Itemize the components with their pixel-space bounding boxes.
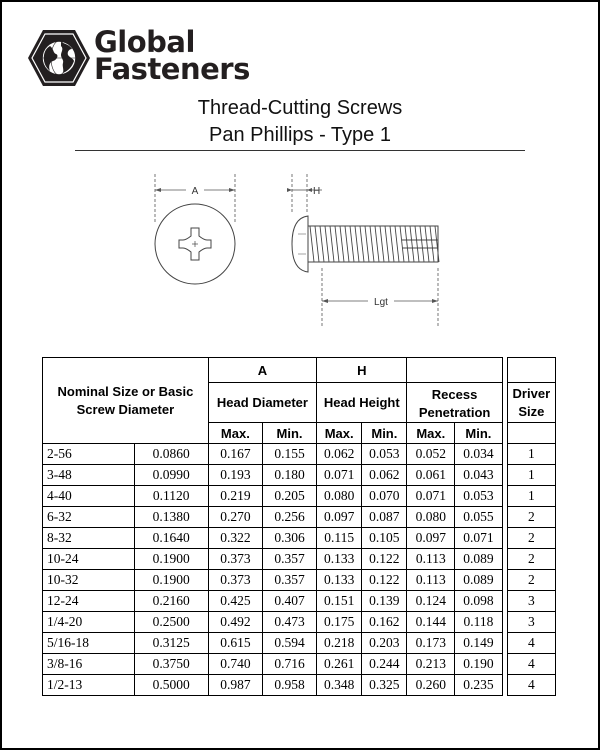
cell-r-min: 0.190 bbox=[455, 654, 503, 675]
table-row bbox=[43, 486, 556, 507]
h-min-header: Min. bbox=[362, 423, 407, 444]
cell-a-min: 0.256 bbox=[262, 507, 316, 528]
group-blank-header bbox=[407, 358, 502, 383]
driver-size-header bbox=[507, 383, 555, 423]
cell-a-max: 0.373 bbox=[208, 570, 262, 591]
cell-dia: 0.3750 bbox=[134, 654, 208, 675]
cell-a-max: 0.373 bbox=[208, 549, 262, 570]
cell-a-min: 0.473 bbox=[262, 612, 316, 633]
cell-h-max: 0.348 bbox=[317, 675, 362, 696]
cell-a-min: 0.155 bbox=[262, 444, 316, 465]
cell-size: 1/4-20 bbox=[43, 612, 135, 633]
company-logo bbox=[26, 27, 256, 89]
cell-r-max: 0.061 bbox=[407, 465, 455, 486]
cell-dia: 0.3125 bbox=[134, 633, 208, 654]
cell-r-max: 0.113 bbox=[407, 570, 455, 591]
document-title: Thread-Cutting Screws bbox=[197, 97, 403, 119]
cell-r-max: 0.097 bbox=[407, 528, 455, 549]
table-row bbox=[43, 612, 556, 633]
cell-a-max: 0.987 bbox=[208, 675, 262, 696]
cell-h-min: 0.122 bbox=[362, 549, 407, 570]
cell-r-max: 0.144 bbox=[407, 612, 455, 633]
dimension-lgt-label: Lgt bbox=[374, 297, 388, 308]
head-height-header: Head Height bbox=[317, 383, 407, 423]
cell-dia: 0.1120 bbox=[134, 486, 208, 507]
cell-r-min: 0.149 bbox=[455, 633, 503, 654]
cell-a-min: 0.357 bbox=[262, 570, 316, 591]
cell-dia: 0.1900 bbox=[134, 570, 208, 591]
cell-driver: 4 bbox=[507, 654, 555, 675]
cell-size: 3/8-16 bbox=[43, 654, 135, 675]
cell-h-max: 0.133 bbox=[317, 570, 362, 591]
cell-a-min: 0.306 bbox=[262, 528, 316, 549]
a-max-header: Max. bbox=[208, 423, 262, 444]
cell-size: 5/16-18 bbox=[43, 633, 135, 654]
cell-size: 6-32 bbox=[43, 507, 135, 528]
cell-r-max: 0.213 bbox=[407, 654, 455, 675]
cell-h-min: 0.087 bbox=[362, 507, 407, 528]
cell-h-min: 0.162 bbox=[362, 612, 407, 633]
cell-a-max: 0.740 bbox=[208, 654, 262, 675]
cell-r-min: 0.043 bbox=[455, 465, 503, 486]
head-diameter-header: Head Diameter bbox=[208, 383, 316, 423]
cell-h-max: 0.175 bbox=[317, 612, 362, 633]
cell-h-max: 0.218 bbox=[317, 633, 362, 654]
cell-r-max: 0.124 bbox=[407, 591, 455, 612]
cell-dia: 0.5000 bbox=[134, 675, 208, 696]
cell-h-max: 0.133 bbox=[317, 549, 362, 570]
driver-empty-header bbox=[507, 423, 555, 444]
r-min-header: Min. bbox=[455, 423, 503, 444]
cell-dia: 0.1640 bbox=[134, 528, 208, 549]
cell-r-min: 0.089 bbox=[455, 549, 503, 570]
cell-size: 3-48 bbox=[43, 465, 135, 486]
cell-h-min: 0.122 bbox=[362, 570, 407, 591]
recess-penetration-header bbox=[407, 383, 502, 423]
table-row bbox=[43, 570, 556, 591]
cell-dia: 0.2160 bbox=[134, 591, 208, 612]
cell-r-min: 0.071 bbox=[455, 528, 503, 549]
cell-a-min: 0.716 bbox=[262, 654, 316, 675]
cell-a-min: 0.357 bbox=[262, 549, 316, 570]
logo-line-2: Fasteners bbox=[94, 52, 250, 86]
cell-h-min: 0.070 bbox=[362, 486, 407, 507]
cell-size: 4-40 bbox=[43, 486, 135, 507]
cell-size: 10-32 bbox=[43, 570, 135, 591]
cell-driver: 1 bbox=[507, 465, 555, 486]
a-min-header: Min. bbox=[262, 423, 316, 444]
cell-r-max: 0.173 bbox=[407, 633, 455, 654]
cell-h-max: 0.071 bbox=[317, 465, 362, 486]
table-row bbox=[43, 507, 556, 528]
cell-h-min: 0.105 bbox=[362, 528, 407, 549]
cell-driver: 2 bbox=[507, 507, 555, 528]
cell-r-min: 0.098 bbox=[455, 591, 503, 612]
cell-dia: 0.1900 bbox=[134, 549, 208, 570]
cell-dia: 0.2500 bbox=[134, 612, 208, 633]
table-row bbox=[43, 591, 556, 612]
cell-h-min: 0.203 bbox=[362, 633, 407, 654]
cell-r-max: 0.071 bbox=[407, 486, 455, 507]
cell-r-min: 0.055 bbox=[455, 507, 503, 528]
cell-h-max: 0.097 bbox=[317, 507, 362, 528]
table-row bbox=[43, 675, 556, 696]
cell-r-min: 0.118 bbox=[455, 612, 503, 633]
cell-h-min: 0.325 bbox=[362, 675, 407, 696]
cell-r-min: 0.053 bbox=[455, 486, 503, 507]
cell-size: 1/2-13 bbox=[43, 675, 135, 696]
cell-h-max: 0.151 bbox=[317, 591, 362, 612]
driver-size-text: Driver Size bbox=[512, 385, 551, 419]
cell-a-min: 0.180 bbox=[262, 465, 316, 486]
cell-a-max: 0.270 bbox=[208, 507, 262, 528]
cell-dia: 0.0990 bbox=[134, 465, 208, 486]
cell-a-max: 0.167 bbox=[208, 444, 262, 465]
cell-r-max: 0.260 bbox=[407, 675, 455, 696]
logo-line-1: Global bbox=[94, 25, 195, 59]
cell-driver: 1 bbox=[507, 486, 555, 507]
cell-r-min: 0.235 bbox=[455, 675, 503, 696]
cell-a-max: 0.193 bbox=[208, 465, 262, 486]
dimension-h-label: H bbox=[313, 186, 321, 197]
cell-dia: 0.0860 bbox=[134, 444, 208, 465]
cell-size: 10-24 bbox=[43, 549, 135, 570]
nominal-size-header bbox=[43, 358, 209, 444]
cell-driver: 4 bbox=[507, 675, 555, 696]
table-row bbox=[43, 528, 556, 549]
table-row bbox=[43, 549, 556, 570]
cell-driver: 2 bbox=[507, 570, 555, 591]
cell-a-max: 0.322 bbox=[208, 528, 262, 549]
nominal-size-header-text: Nominal Size or Basic Screw Diameter bbox=[57, 383, 194, 417]
cell-a-max: 0.615 bbox=[208, 633, 262, 654]
cell-driver: 2 bbox=[507, 549, 555, 570]
cell-r-min: 0.034 bbox=[455, 444, 503, 465]
cell-a-max: 0.425 bbox=[208, 591, 262, 612]
cell-dia: 0.1380 bbox=[134, 507, 208, 528]
group-h-header: H bbox=[317, 358, 407, 383]
cell-r-max: 0.080 bbox=[407, 507, 455, 528]
cell-h-min: 0.053 bbox=[362, 444, 407, 465]
cell-h-max: 0.062 bbox=[317, 444, 362, 465]
table-row bbox=[43, 444, 556, 465]
cell-r-max: 0.113 bbox=[407, 549, 455, 570]
screw-drawing bbox=[140, 168, 460, 333]
document-subtitle: Pan Phillips - Type 1 bbox=[209, 124, 391, 146]
cell-driver: 3 bbox=[507, 591, 555, 612]
table-row bbox=[43, 633, 556, 654]
cell-r-min: 0.089 bbox=[455, 570, 503, 591]
cell-a-min: 0.205 bbox=[262, 486, 316, 507]
r-max-header: Max. bbox=[407, 423, 455, 444]
table-row bbox=[43, 654, 556, 675]
cell-h-min: 0.139 bbox=[362, 591, 407, 612]
cell-a-max: 0.492 bbox=[208, 612, 262, 633]
cell-size: 8-32 bbox=[43, 528, 135, 549]
cell-size: 2-56 bbox=[43, 444, 135, 465]
globe-hex-nut-icon bbox=[26, 27, 92, 89]
cell-h-max: 0.261 bbox=[317, 654, 362, 675]
cell-driver: 4 bbox=[507, 633, 555, 654]
cell-driver: 1 bbox=[507, 444, 555, 465]
cell-a-min: 0.594 bbox=[262, 633, 316, 654]
group-a-header: A bbox=[208, 358, 316, 383]
cell-h-max: 0.080 bbox=[317, 486, 362, 507]
cell-size: 12-24 bbox=[43, 591, 135, 612]
driver-blank-header bbox=[507, 358, 555, 383]
dimension-a-label: A bbox=[191, 186, 199, 197]
dimensions-table bbox=[42, 357, 556, 696]
cell-r-max: 0.052 bbox=[407, 444, 455, 465]
cell-h-min: 0.062 bbox=[362, 465, 407, 486]
recess-penetration-text: Recess Penetration bbox=[418, 387, 491, 420]
cell-a-min: 0.958 bbox=[262, 675, 316, 696]
cell-driver: 2 bbox=[507, 528, 555, 549]
h-max-header: Max. bbox=[317, 423, 362, 444]
cell-a-min: 0.407 bbox=[262, 591, 316, 612]
table-row bbox=[43, 465, 556, 486]
cell-h-max: 0.115 bbox=[317, 528, 362, 549]
cell-h-min: 0.244 bbox=[362, 654, 407, 675]
cell-a-max: 0.219 bbox=[208, 486, 262, 507]
cell-driver: 3 bbox=[507, 612, 555, 633]
title-divider bbox=[75, 150, 525, 151]
